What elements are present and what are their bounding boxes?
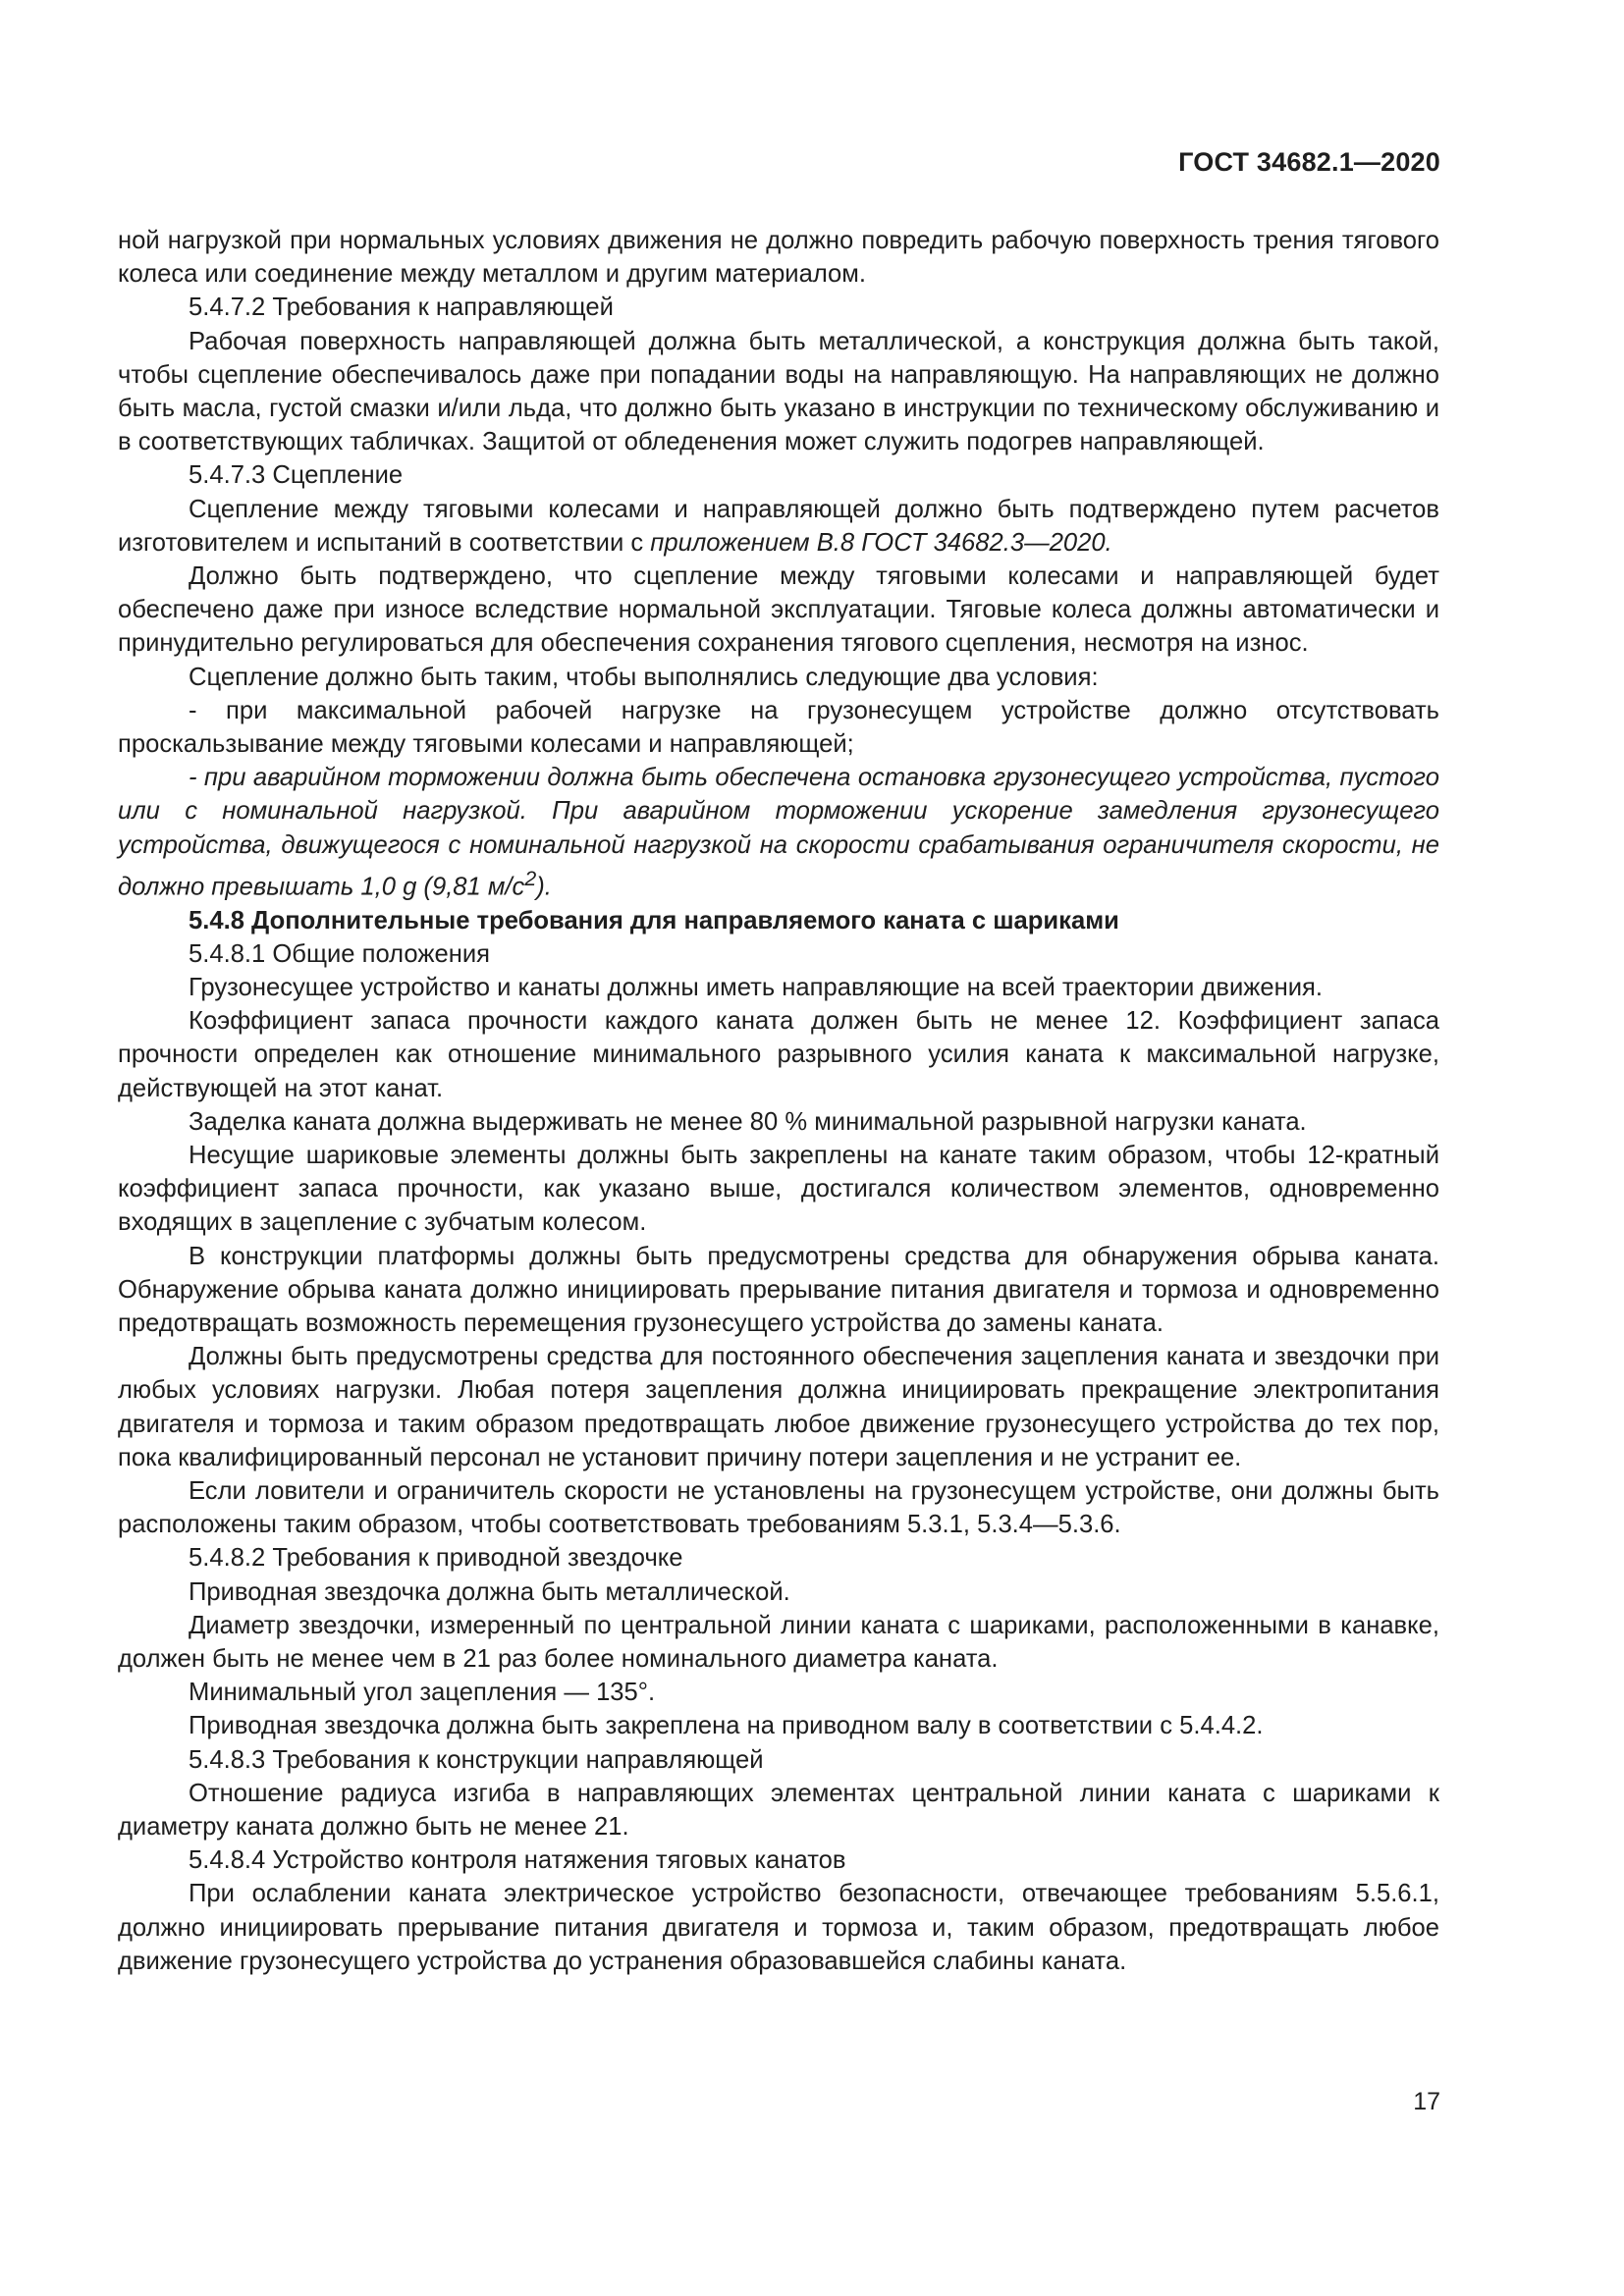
subclause-heading: 5.4.8.3 Требования к конструкции направляющей	[189, 1745, 764, 1774]
subclause-heading: 5.4.8.1 Общие положения	[189, 939, 490, 968]
list-item-text-end: ).	[536, 873, 552, 901]
document-body	[118, 224, 1439, 1978]
list-item: - при максимальной рабочей нагрузке на грузонесущем устройстве должно отсутствовать проскальзывание между тяговыми колесами и направляющей;	[118, 696, 1439, 759]
paragraph: Несущие шариковые элементы должны быть закреплены на канате таким образом, чтобы 12-кратный коэффициент запаса прочности, как указано выше, достигался количеством элементов, одновременно входящих в зацепление с зубчатым колесом.	[118, 1142, 1439, 1237]
paragraph: Минимальный угол зацепления — 135°.	[189, 1679, 656, 1707]
paragraph: Должны быть предусмотрены средства для постоянного обеспечения зацепления каната и звездочки при любых условиях нагрузки. Любая потеря зацепления должна инициировать прекращение электропитания двигателя и тормоза и таким образом предотвращать любое движение грузонесущего устройства до тех пор, пока квалифицированный персонал не установит причину потери зацепления и не устранит ее.	[118, 1343, 1439, 1471]
paragraph-text: Сцепление между тяговыми колесами и направляющей должно быть подтверждено путем расчетов изготовителем и испытаний в соответствии с	[118, 495, 1439, 557]
document-code-header: ГОСТ 34682.1—2020	[1178, 147, 1440, 177]
paragraph: Рабочая поверхность направляющей должна быть металлической, а конструкция должна быть такой, чтобы сцепление обеспечивалось даже при попадании воды на направляющую. На направляющих не должно быть масла, густой смазки и/или льда, что должно быть указано в инструкции по техническому обслуживанию и в соответствующих табличках. Защитой от обледенения может служить подогрев направляющей.	[118, 327, 1439, 456]
superscript: 2	[524, 866, 537, 890]
paragraph: Грузонесущее устройство и канаты должны иметь направляющие на всей траектории движения.	[189, 974, 1324, 1001]
paragraph: Коэффициент запаса прочности каждого каната должен быть не менее 12. Коэффициент запаса прочности определен как отношение минимального разрывного усилия каната к максимальной нагрузке, действующей на этот канат.	[118, 1007, 1439, 1102]
list-item-text: - при аварийном торможении должна быть обеспечена остановка грузонесущего устройства, пустого или с номинальной нагрузкой. При аварийном торможении ускорение замедления грузонесущего устройства, движущегося с номинальной нагрузкой на скорости срабатывания ограничителя скорости, не должно превышать 1,0 g (9,81 м/с	[118, 764, 1439, 901]
subclause-heading: 5.4.8.4 Устройство контроля натяжения тяговых канатов	[189, 1846, 846, 1875]
subclause-heading: 5.4.7.3 Сцепление	[189, 461, 404, 490]
clause-heading: 5.4.8 Дополнительные требования для направляемого каната с шариками	[189, 906, 1119, 934]
list-item	[118, 761, 1439, 903]
paragraph: Должно быть подтверждено, что сцепление между тяговыми колесами и направляющей будет обеспечено даже при износе вследствие нормальной эксплуатации. Тяговые колеса должны автоматически и принудительно регулироваться для обеспечения сохранения тягового сцепления, несмотря на износ.	[118, 562, 1439, 658]
annex-reference: приложением В.8 ГОСТ 34682.3—2020.	[650, 528, 1112, 557]
paragraph: Приводная звездочка должна быть металлической.	[189, 1577, 790, 1606]
paragraph: Если ловители и ограничитель скорости не установлены на грузонесущем устройстве, они должны быть расположены таким образом, чтобы соответствовать требованиям 5.3.1, 5.3.4—5.3.6.	[118, 1477, 1439, 1539]
paragraph: Приводная звездочка должна быть закреплена на приводном валу в соответствии с 5.4.4.2.	[189, 1712, 1264, 1740]
subclause-heading: 5.4.8.2 Требования к приводной звездочке	[189, 1544, 683, 1573]
paragraph: Сцепление должно быть таким, чтобы выполнялись следующие два условия:	[189, 663, 1099, 691]
page-number: 17	[1413, 2088, 1440, 2115]
subclause-heading: 5.4.7.2 Требования к направляющей	[189, 294, 614, 322]
paragraph: Диаметр звездочки, измеренный по центральной линии каната с шариками, расположенными в канавке, должен быть не менее чем в 21 раз более номинального диаметра каната.	[118, 1611, 1439, 1674]
paragraph: ной нагрузкой при нормальных условиях движения не должно повредить рабочую поверхность трения тягового колеса или соединение между металлом и другим материалом.	[118, 227, 1439, 289]
paragraph: Отношение радиуса изгиба в направляющих элементах центральной линии каната с шариками к диаметру каната должно быть не менее 21.	[118, 1779, 1439, 1842]
paragraph	[118, 493, 1439, 560]
paragraph: Заделка каната должна выдерживать не менее 80 % минимальной разрывной нагрузки каната.	[189, 1107, 1307, 1136]
paragraph: При ослаблении каната электрическое устройство безопасности, отвечающее требованиям 5.5.6.1, должно инициировать прерывание питания двигателя и тормоза и, таким образом, предотвращать любое движение грузонесущего устройства до устранения образовавшейся слабины каната.	[118, 1880, 1439, 1975]
paragraph: В конструкции платформы должны быть предусмотрены средства для обнаружения обрыва каната. Обнаружение обрыва каната должно инициировать прерывание питания двигателя и тормоза и одновременно предотвращать возможность перемещения грузонесущего устройства до замены каната.	[118, 1242, 1439, 1338]
